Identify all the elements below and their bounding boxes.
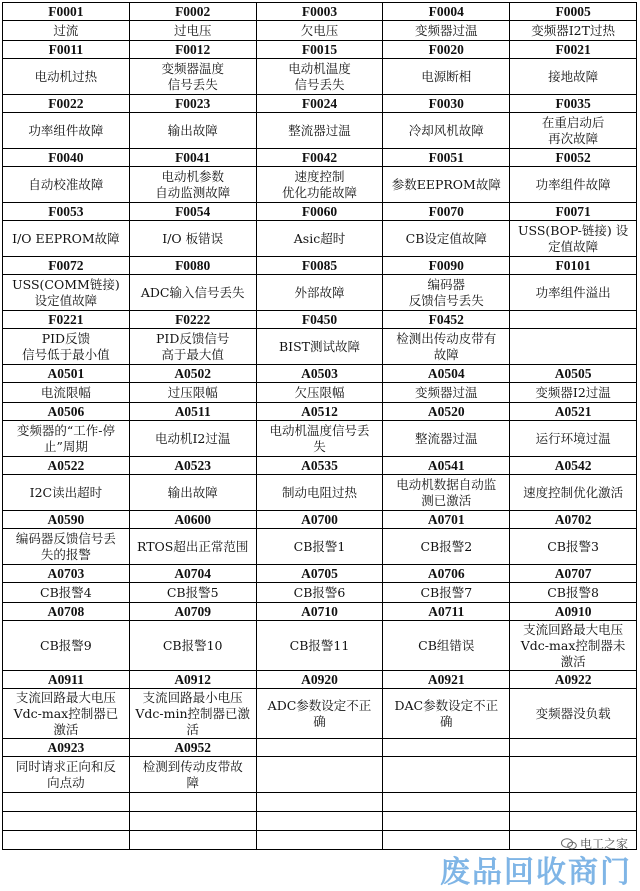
fault-description-cell: 变频器过温 — [383, 21, 510, 41]
fault-code-cell: A0512 — [257, 403, 384, 421]
fault-description-cell: 速度控制 优化功能故障 — [257, 167, 384, 203]
fault-description-cell: 电动机数据自动监 测已激活 — [383, 475, 510, 511]
fault-description-cell: 功率组件故障 — [3, 113, 130, 149]
fault-description-cell: DAC参数设定不正 确 — [383, 689, 510, 739]
fault-code-cell: F0085 — [257, 257, 384, 275]
fault-description-cell: 制动电阻过热 — [257, 475, 384, 511]
fault-code-cell: F0011 — [3, 41, 130, 59]
watermark — [434, 833, 634, 891]
fault-code-cell: A0590 — [3, 511, 130, 529]
fault-description-cell: I/O EEPROM故障 — [3, 221, 130, 257]
empty-cell — [3, 793, 130, 812]
fault-code-cell: F0022 — [3, 95, 130, 113]
fault-code-cell: F0060 — [257, 203, 384, 221]
fault-code-cell: A0506 — [3, 403, 130, 421]
fault-description-cell: 支流回路最大电压 Vdc-max控制器未 激活 — [510, 621, 637, 671]
fault-description-cell: 接地故障 — [510, 59, 637, 95]
fault-code-cell: A0521 — [510, 403, 637, 421]
empty-cell — [257, 812, 384, 831]
fault-description-cell: 在重启动后 再次故障 — [510, 113, 637, 149]
empty-cell — [383, 812, 510, 831]
fault-code-cell: F0450 — [257, 311, 384, 329]
fault-description-cell: 变频器温度 信号丢失 — [130, 59, 257, 95]
fault-description-cell: CB报警7 — [383, 583, 510, 603]
fault-description-cell: 欠电压 — [257, 21, 384, 41]
watermark-top-text: 电工之家 — [579, 837, 628, 851]
fault-description-cell: 功率组件溢出 — [510, 275, 637, 311]
fault-description-cell: CB报警8 — [510, 583, 637, 603]
fault-description-cell: 速度控制优化激活 — [510, 475, 637, 511]
fault-code-cell: F0072 — [3, 257, 130, 275]
fault-code-cell: F0024 — [257, 95, 384, 113]
fault-description-cell: ADC参数设定不正 确 — [257, 689, 384, 739]
fault-description-cell: 检测到传动皮带故 障 — [130, 757, 257, 793]
fault-code-cell: A0707 — [510, 565, 637, 583]
fault-description-cell — [510, 757, 637, 793]
fault-description-cell: 变频器I2过温 — [510, 383, 637, 403]
fault-description-cell: CB报警4 — [3, 583, 130, 603]
fault-code-cell: A0502 — [130, 365, 257, 383]
fault-description-cell: PID反馈 信号低于最小值 — [3, 329, 130, 365]
fault-code-cell: A0541 — [383, 457, 510, 475]
fault-code-cell: F0003 — [257, 3, 384, 21]
fault-code-cell: A0923 — [3, 739, 130, 757]
fault-code-cell: A0504 — [383, 365, 510, 383]
fault-code-cell: A0523 — [130, 457, 257, 475]
empty-cell — [257, 793, 384, 812]
fault-code-cell: A0600 — [130, 511, 257, 529]
empty-cell — [383, 793, 510, 812]
empty-cell — [3, 812, 130, 831]
fault-description-cell: CB报警3 — [510, 529, 637, 565]
fault-code-cell: A0700 — [257, 511, 384, 529]
fault-description-cell: CB报警6 — [257, 583, 384, 603]
fault-code-cell: A0711 — [383, 603, 510, 621]
fault-code-cell: F0020 — [383, 41, 510, 59]
empty-cell — [130, 793, 257, 812]
fault-code-cell: F0071 — [510, 203, 637, 221]
fault-description-cell: CB报警2 — [383, 529, 510, 565]
fault-code-cell: A0920 — [257, 671, 384, 689]
fault-description-cell: 电源断相 — [383, 59, 510, 95]
fault-code-cell: A0912 — [130, 671, 257, 689]
fault-description-cell: 整流器过温 — [383, 421, 510, 457]
fault-description-cell: 电动机I2过温 — [130, 421, 257, 457]
fault-code-cell: A0522 — [3, 457, 130, 475]
fault-code-cell: A0542 — [510, 457, 637, 475]
fault-description-cell: CB报警10 — [130, 621, 257, 671]
fault-description-cell: I/O 板错误 — [130, 221, 257, 257]
fault-code-cell: A0709 — [130, 603, 257, 621]
fault-code-cell: A0706 — [383, 565, 510, 583]
fault-description-cell: 变频器没负载 — [510, 689, 637, 739]
fault-description-cell: RTOS超出正常范围 — [130, 529, 257, 565]
fault-code-cell: F0030 — [383, 95, 510, 113]
fault-description-cell: 欠压限幅 — [257, 383, 384, 403]
empty-cell — [3, 831, 130, 850]
fault-description-cell: 电动机温度信号丢 失 — [257, 421, 384, 457]
fault-description-cell: USS(BOP-链接) 设 定值故障 — [510, 221, 637, 257]
empty-cell — [257, 831, 384, 850]
fault-code-cell: F0221 — [3, 311, 130, 329]
watermark-bottom-text: 废品回收商门 — [440, 855, 632, 890]
fault-description-cell: 运行环境过温 — [510, 421, 637, 457]
fault-description-cell: Asic超时 — [257, 221, 384, 257]
fault-description-cell: 电动机参数 自动监测故障 — [130, 167, 257, 203]
fault-code-cell: F0015 — [257, 41, 384, 59]
fault-code-cell: F0005 — [510, 3, 637, 21]
fault-description-cell: 自动校准故障 — [3, 167, 130, 203]
fault-code-cell: F0001 — [3, 3, 130, 21]
fault-code-cell: F0040 — [3, 149, 130, 167]
fault-code-cell: F0070 — [383, 203, 510, 221]
fault-code-cell: F0051 — [383, 149, 510, 167]
fault-description-cell: 过流 — [3, 21, 130, 41]
fault-description-cell: 输出故障 — [130, 475, 257, 511]
fault-description-cell: 电动机温度 信号丢失 — [257, 59, 384, 95]
fault-code-cell: A0511 — [130, 403, 257, 421]
empty-cell — [510, 812, 637, 831]
fault-code-cell: F0090 — [383, 257, 510, 275]
fault-code-table — [2, 2, 637, 850]
fault-description-cell: 编码器反馈信号丢 失的报警 — [3, 529, 130, 565]
fault-code-cell: F0021 — [510, 41, 637, 59]
fault-description-cell: CB组错误 — [383, 621, 510, 671]
fault-description-cell: ADC输入信号丢失 — [130, 275, 257, 311]
fault-description-cell: CB报警9 — [3, 621, 130, 671]
fault-description-cell: 电流限幅 — [3, 383, 130, 403]
fault-code-cell: F0052 — [510, 149, 637, 167]
fault-description-cell: 过电压 — [130, 21, 257, 41]
fault-code-cell: A0911 — [3, 671, 130, 689]
fault-code-cell: F0012 — [130, 41, 257, 59]
fault-description-cell: BIST测试故障 — [257, 329, 384, 365]
empty-cell — [130, 812, 257, 831]
fault-description-cell: 过压限幅 — [130, 383, 257, 403]
fault-code-cell: F0080 — [130, 257, 257, 275]
fault-code-cell: F0041 — [130, 149, 257, 167]
fault-code-cell: F0002 — [130, 3, 257, 21]
empty-cell — [130, 831, 257, 850]
fault-description-cell: 外部故障 — [257, 275, 384, 311]
fault-code-cell — [383, 739, 510, 757]
fault-description-cell: CB报警1 — [257, 529, 384, 565]
fault-code-cell — [510, 311, 637, 329]
fault-code-cell: F0101 — [510, 257, 637, 275]
fault-code-cell: A0535 — [257, 457, 384, 475]
fault-code-cell: A0505 — [510, 365, 637, 383]
fault-code-cell: F0035 — [510, 95, 637, 113]
fault-code-cell: A0701 — [383, 511, 510, 529]
empty-cell — [510, 793, 637, 812]
fault-code-cell: A0952 — [130, 739, 257, 757]
fault-code-cell: A0703 — [3, 565, 130, 583]
fault-description-cell: 输出故障 — [130, 113, 257, 149]
fault-code-cell: F0004 — [383, 3, 510, 21]
fault-description-cell: 冷却风机故障 — [383, 113, 510, 149]
fault-code-cell: A0921 — [383, 671, 510, 689]
fault-description-cell: PID反馈信号 高于最大值 — [130, 329, 257, 365]
fault-description-cell: 变频器过温 — [383, 383, 510, 403]
fault-description-cell: 编码器 反馈信号丢失 — [383, 275, 510, 311]
fault-description-cell: I2C读出超时 — [3, 475, 130, 511]
fault-code-cell: F0054 — [130, 203, 257, 221]
fault-description-cell: 支流回路最小电压 Vdc-min控制器已激 活 — [130, 689, 257, 739]
fault-code-cell: A0922 — [510, 671, 637, 689]
fault-code-cell — [257, 739, 384, 757]
fault-code-cell: A0708 — [3, 603, 130, 621]
fault-code-cell: A0501 — [3, 365, 130, 383]
fault-code-cell: F0053 — [3, 203, 130, 221]
fault-code-cell: F0222 — [130, 311, 257, 329]
fault-code-cell: A0520 — [383, 403, 510, 421]
fault-description-cell — [257, 757, 384, 793]
fault-code-cell: A0910 — [510, 603, 637, 621]
fault-description-cell: USS(COMM链接) 设定值故障 — [3, 275, 130, 311]
fault-description-cell — [510, 329, 637, 365]
fault-code-cell: F0023 — [130, 95, 257, 113]
fault-description-cell — [383, 757, 510, 793]
fault-description-cell: 电动机过热 — [3, 59, 130, 95]
fault-description-cell: CB报警11 — [257, 621, 384, 671]
fault-description-cell: 检测出传动皮带有 故障 — [383, 329, 510, 365]
fault-description-cell: 参数EEPROM故障 — [383, 167, 510, 203]
fault-code-cell: A0704 — [130, 565, 257, 583]
fault-description-cell: CB报警5 — [130, 583, 257, 603]
fault-description-cell: 功率组件故障 — [510, 167, 637, 203]
fault-description-cell: 变频器I2T过热 — [510, 21, 637, 41]
fault-code-cell — [510, 739, 637, 757]
fault-code-cell: F0042 — [257, 149, 384, 167]
fault-code-cell: A0503 — [257, 365, 384, 383]
fault-description-cell: 同时请求正向和反 向点动 — [3, 757, 130, 793]
fault-code-cell: A0710 — [257, 603, 384, 621]
fault-code-cell: F0452 — [383, 311, 510, 329]
fault-description-cell: 支流回路最大电压 Vdc-max控制器已 激活 — [3, 689, 130, 739]
fault-description-cell: 变频器的“工作-停 止”周期 — [3, 421, 130, 457]
fault-description-cell: CB设定值故障 — [383, 221, 510, 257]
fault-description-cell: 整流器过温 — [257, 113, 384, 149]
fault-code-cell: A0702 — [510, 511, 637, 529]
fault-code-cell: A0705 — [257, 565, 384, 583]
